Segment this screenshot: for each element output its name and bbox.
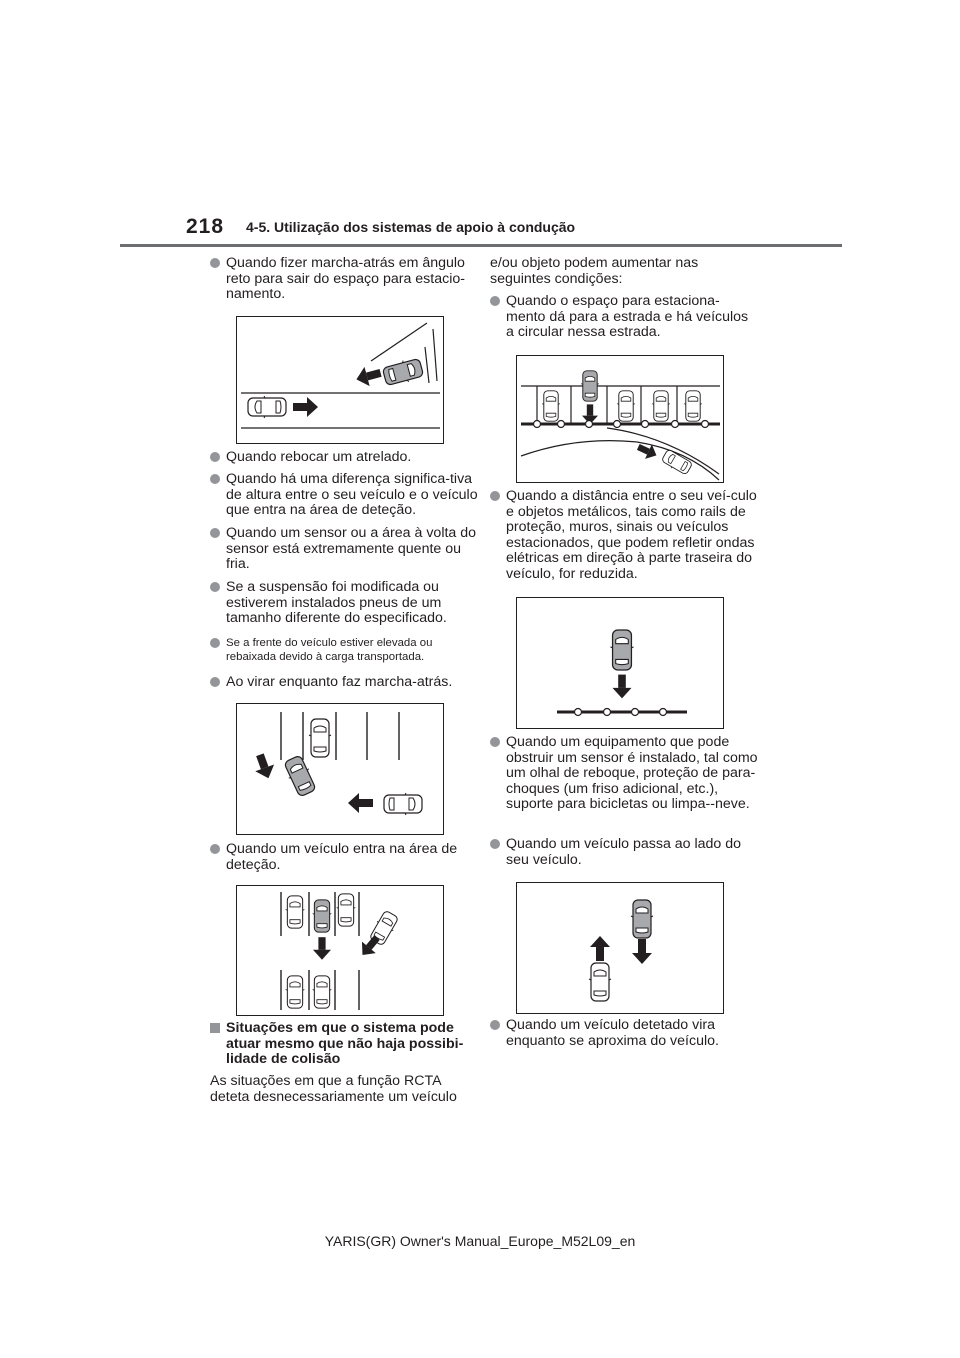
list-item [210, 472, 478, 519]
figure-turning [236, 703, 444, 835]
item-text: Quando um veículo entra na área de deteção. [226, 841, 458, 873]
bullet-icon [210, 677, 220, 687]
bullet-icon [210, 582, 220, 592]
paragraph-continued: e/ou objeto podem aumentar nas seguintes condições: [490, 255, 699, 287]
square-bullet-icon [210, 1023, 220, 1033]
bullet-icon [210, 474, 220, 484]
heading-text: Situações em que o sistema pode atuar mesmo que não haja possibi-lidade de colisão [226, 1020, 464, 1067]
list-item [210, 675, 478, 691]
list-item [210, 842, 478, 873]
list-item [210, 636, 478, 664]
bullet-icon [210, 528, 220, 538]
list-item [210, 256, 478, 303]
bullet-icon [210, 844, 220, 854]
figure-vehicle-enters [236, 885, 444, 1016]
bullet-icon [490, 491, 500, 501]
bullet-icon [210, 258, 220, 268]
bullet-icon [210, 452, 220, 462]
list-item [210, 526, 478, 573]
bullet-icon [490, 296, 500, 306]
list-item [490, 1018, 758, 1049]
item-text: Se a suspensão foi modificada ou estiverem instalados pneus de um tamanho diferente do especificado. [226, 579, 447, 626]
header-rule [120, 244, 842, 247]
list-item [210, 450, 478, 466]
figure-road-facing [516, 355, 724, 483]
footer: YARIS(GR) Owner's Manual_Europe_M52L09_en [324, 1233, 636, 1249]
list-item [490, 294, 758, 341]
item-text: Quando um sensor ou a área à volta do sensor está extremamente quente ou fria. [226, 525, 477, 572]
bullet-icon [490, 839, 500, 849]
section-heading [210, 1021, 478, 1068]
item-text: Se a frente do veículo estiver elevada ou rebaixada devido à carga transportada. [226, 637, 433, 663]
figure-reverse-right-angle [236, 316, 444, 444]
list-item [490, 837, 758, 868]
page-number: 218 [186, 215, 225, 238]
list-item [210, 580, 478, 627]
figure-passes-side [516, 882, 724, 1014]
list-item [490, 489, 758, 582]
bullet-icon [490, 737, 500, 747]
item-text: Quando o espaço para estaciona-mento dá para a estrada e há veículos a circular nessa estrada. [506, 293, 749, 340]
paragraph: As situações em que a função RCTA deteta desnecessariamente um veículo [210, 1073, 457, 1105]
item-text: Ao virar enquanto faz marcha-atrás. [226, 674, 453, 690]
section-title: 4-5. Utilização dos sistemas de apoio à condução [246, 219, 576, 235]
figure-distance [516, 597, 724, 729]
item-text: Quando rebocar um atrelado. [226, 449, 412, 465]
item-text: Quando um equipamento que pode obstruir um sensor é instalado, tal como um olhal de reboque, proteção de para-choques (um friso adicional, etc.), suporte para bicicletas ou limpa--neve. [506, 734, 758, 812]
bullet-icon [490, 1020, 500, 1030]
item-text: Quando um veículo detetado vira enquanto se aproxima do veículo. [506, 1017, 719, 1049]
bullet-icon [210, 638, 220, 648]
item-text: Quando a distância entre o seu veí-culo e objetos metálicos, tais como rails de proteção, muros, sinais ou veículos estacionados, que podem refletir ondas elétricas em direção à parte traseira do veículo, for reduzida. [506, 488, 757, 582]
item-text: Quando há uma diferença significa-tiva de altura entre o seu veículo e o veículo que entra na área de deteção. [226, 471, 478, 518]
item-text: Quando um veículo passa ao lado do seu veículo. [506, 836, 742, 868]
item-text: Quando fizer marcha-atrás em ângulo reto para sair do espaço para estacio-namento. [226, 255, 465, 302]
list-item [490, 735, 758, 813]
